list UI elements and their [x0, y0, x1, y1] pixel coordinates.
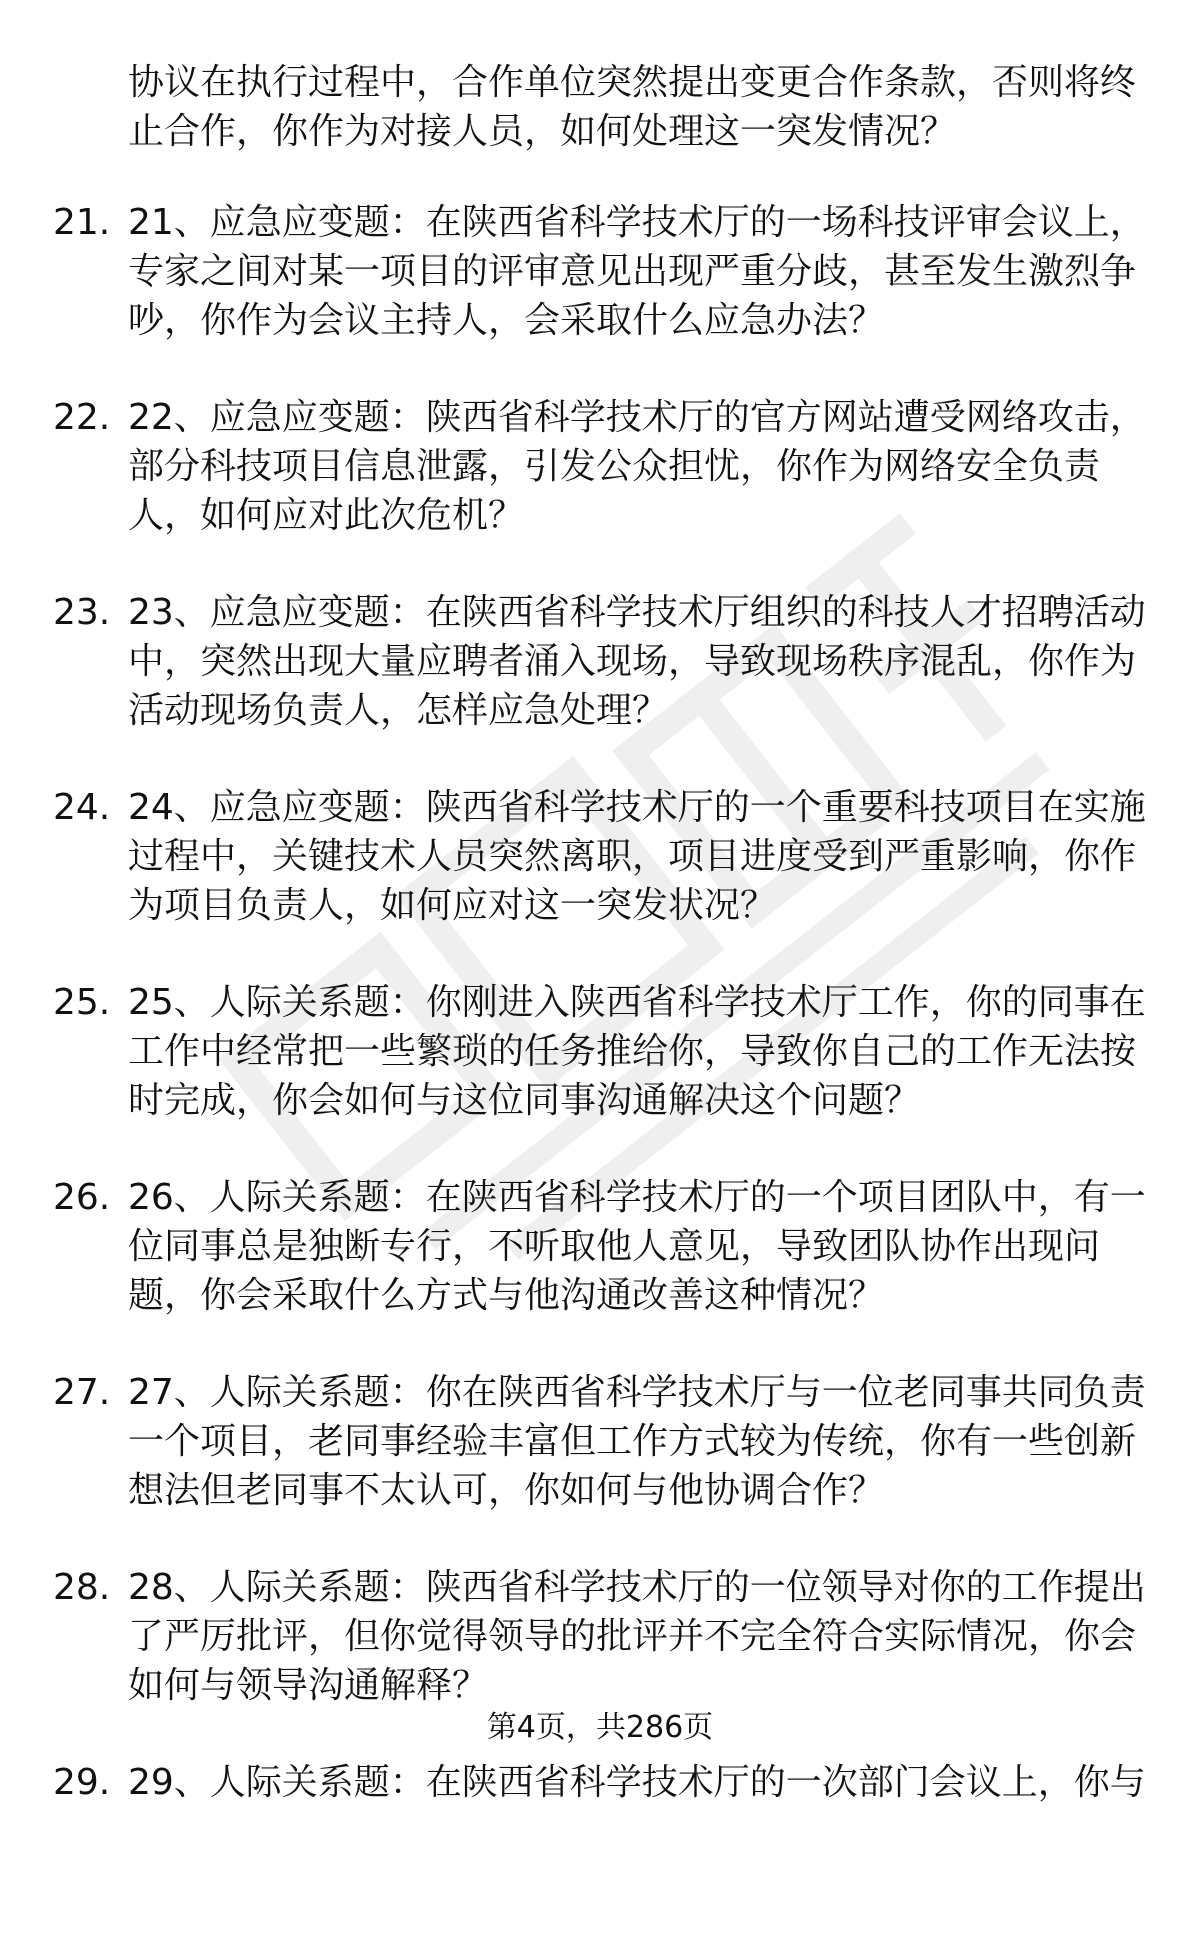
question-text: 29、人际关系题：在陕西省科学技术厅的一次部门会议上，你与	[128, 1762, 1146, 1803]
question-item	[0, 1173, 1200, 1368]
question-item	[0, 1758, 1200, 1953]
question-number: 24.	[53, 787, 111, 828]
question-number: 27.	[53, 1372, 111, 1413]
question-text: 24、应急应变题：陕西省科学技术厅的一个重要科技项目在实施过程中，关键技术人员突然离职，项目进度受到严重影响，你作为项目负责人，如何应对这一突发状况？	[128, 787, 1146, 926]
question-item	[0, 393, 1200, 588]
question-text: 28、人际关系题：陕西省科学技术厅的一位领导对你的工作提出了严厉批评，但你觉得领导的批评并不完全符合实际情况，你会如何与领导沟通解释？	[128, 1567, 1146, 1706]
question-text: 21、应急应变题：在陕西省科学技术厅的一场科技评审会议上，专家之间对某一项目的评审意见出现严重分歧，甚至发生激烈争吵，你作为会议主持人，会采取什么应急办法？	[128, 202, 1146, 341]
question-text: 23、应急应变题：在陕西省科学技术厅组织的科技人才招聘活动中，突然出现大量应聘者涌入现场，导致现场秩序混乱，你作为活动现场负责人，怎样应急处理？	[128, 592, 1146, 731]
question-item	[0, 978, 1200, 1173]
question-number: 23.	[53, 592, 111, 633]
question-item	[0, 198, 1200, 393]
question-item	[0, 588, 1200, 783]
question-text: 27、人际关系题：你在陕西省科学技术厅与一位老同事共同负责一个项目，老同事经验丰富但工作方式较为传统，你有一些创新想法但老同事不太认可，你如何与他协调合作？	[128, 1372, 1146, 1511]
question-text: 25、人际关系题：你刚进入陕西省科学技术厅工作，你的同事在工作中经常把一些繁琐的任务推给你，导致你自己的工作无法按时完成，你会如何与这位同事沟通解决这个问题？	[128, 982, 1146, 1121]
question-item	[0, 783, 1200, 978]
question-text: 26、人际关系题：在陕西省科学技术厅的一个项目团队中，有一位同事总是独断专行，不听取他人意见，导致团队协作出现问题，你会采取什么方式与他沟通改善这种情况？	[128, 1177, 1146, 1316]
page-footer: 第4页，共286页	[486, 1710, 714, 1745]
question-list	[0, 198, 1200, 1953]
continued-question-text: 协议在执行过程中，合作单位突然提出变更合作条款，否则将终止合作，你作为对接人员，如何处理这一突发情况？	[128, 62, 1137, 152]
question-number: 26.	[53, 1177, 111, 1218]
question-item	[0, 1368, 1200, 1563]
question-number: 28.	[53, 1567, 111, 1608]
question-text: 22、应急应变题：陕西省科学技术厅的官方网站遭受网络攻击，部分科技项目信息泄露，引发公众担忧，你作为网络安全负责人，如何应对此次危机？	[128, 397, 1146, 536]
question-number: 29.	[53, 1762, 111, 1803]
question-number: 22.	[53, 397, 111, 438]
question-number: 21.	[53, 202, 111, 243]
question-number: 25.	[53, 982, 111, 1023]
